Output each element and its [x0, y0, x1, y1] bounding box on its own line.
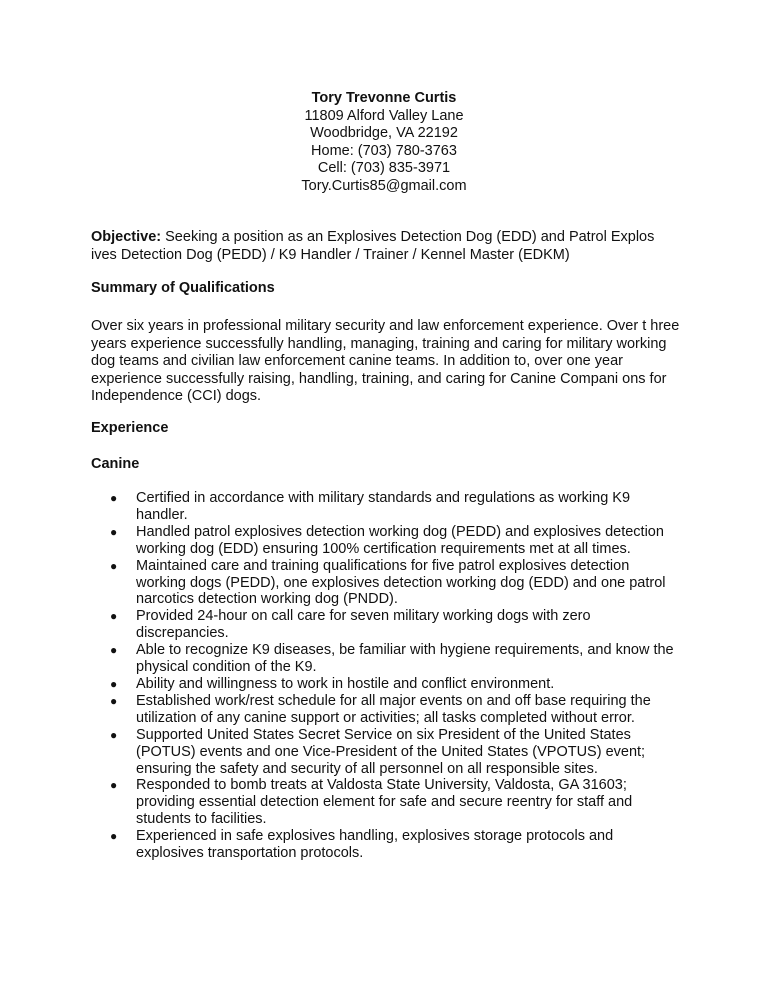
list-item — [91, 642, 681, 676]
objective-label: Objective: — [91, 229, 162, 245]
canine-subheading: Canine — [91, 456, 140, 472]
bullet-icon: ● — [110, 693, 118, 708]
contact-header — [0, 90, 768, 196]
summary-text: Over six years in professional military security and law enforcement experience. Over t hree years experience successfully handling, managing, training and caring for military working dog teams and civilian law enforcement canine teams. In addition to, over one year experience successfully raising, handling, training, and caring for Canine Compani ons for Independence (CCI) dogs. — [91, 318, 680, 405]
bullet-icon: ● — [110, 676, 118, 691]
list-item-text: Experienced in safe explosives handling, explosives storage protocols and explosives transportation protocols. — [136, 828, 614, 862]
home-phone: Home: (703) 780-3763 — [311, 142, 457, 159]
bullet-icon: ● — [110, 829, 118, 844]
list-item-text: Able to recognize K9 diseases, be familiar with hygiene requirements, and know the physical condition of the K9. — [136, 642, 674, 676]
list-item — [91, 693, 681, 727]
cell-phone: Cell: (703) 835-3971 — [317, 160, 451, 177]
list-item-text: Certified in accordance with military standards and regulations as working K9 handler. — [136, 490, 631, 523]
list-item-text: Responded to bomb treats at Valdosta State University, Valdosta, GA 31603; providing essential detection element for safe and secure reentry for staff and students to facilities. — [136, 777, 633, 828]
bullet-icon: ● — [110, 609, 118, 624]
objective-text: Seeking a position as an Explosives Detection Dog (EDD) and Patrol Explos ives Detection Dog (PEDD) / K9 Handler / Trainer / Kennel Master (EDKM) — [91, 229, 655, 263]
list-item-text: Established work/rest schedule for all major events on and off base requiring the utilization of any canine support or activities; all tasks completed without error. — [136, 692, 651, 726]
bullet-icon: ● — [110, 727, 118, 742]
list-item-text: Handled patrol explosives detection working dog (PEDD) and explosives detection working dog (EDD) ensuring 100% certification requirements met at all times. — [136, 523, 664, 557]
summary-heading: Summary of Qualifications — [91, 280, 275, 296]
list-item — [91, 490, 681, 524]
list-item-text: Supported United States Secret Service on six President of the United States (POTUS) events and one Vice-President of the United States (VPOTUS) event; ensuring the safety and security of all personnel on all responsible sites. — [136, 726, 646, 777]
list-item — [91, 524, 681, 558]
list-item — [91, 828, 681, 862]
canine-experience-list — [91, 490, 681, 862]
email-address: Tory.Curtis85@gmail.com — [301, 177, 467, 194]
address-street: 11809 Alford Valley Lane — [304, 107, 464, 124]
experience-heading: Experience — [91, 420, 169, 436]
list-item-text: Ability and willingness to work in hostile and conflict environment. — [136, 675, 555, 692]
list-item — [91, 727, 681, 778]
address-city: Woodbridge, VA 22192 — [310, 125, 458, 142]
bullet-icon: ● — [110, 524, 118, 539]
bullet-icon: ● — [110, 491, 118, 505]
bullet-icon: ● — [110, 778, 118, 793]
list-item — [91, 676, 681, 693]
list-item — [91, 558, 681, 609]
bullet-icon: ● — [110, 643, 118, 658]
objective-section — [91, 229, 681, 264]
applicant-name: Tory Trevonne Curtis — [311, 90, 457, 106]
list-item — [91, 608, 681, 642]
list-item-text: Provided 24-hour on call care for seven military working dogs with zero discrepancies. — [136, 608, 591, 642]
list-item — [91, 777, 681, 828]
bullet-icon: ● — [110, 558, 118, 573]
list-item-text: Maintained care and training qualifications for five patrol explosives detection working dogs (PEDD), one explosives detection working dog (EDD) and one patrol narcotics detection working dog (PNDD). — [136, 557, 666, 608]
